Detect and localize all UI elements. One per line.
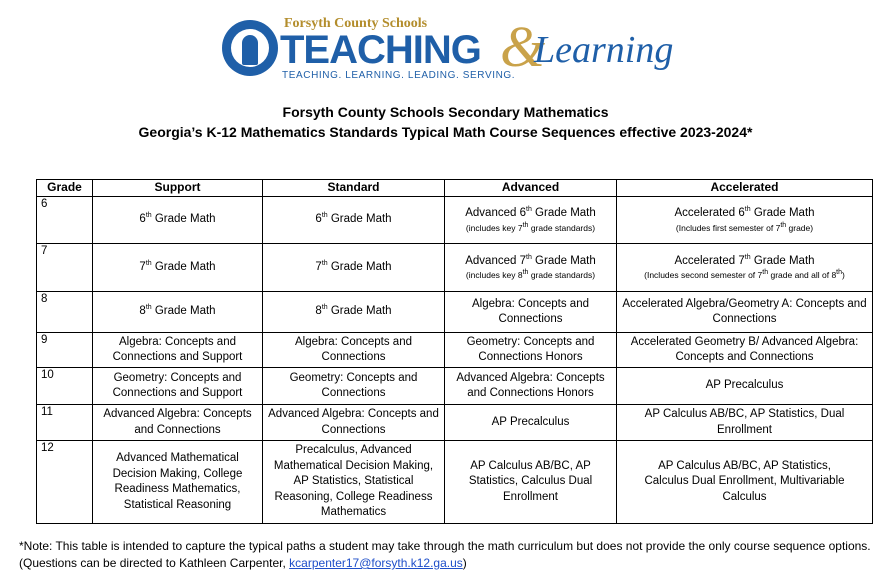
table-row	[37, 368, 873, 405]
logo-teaching-word: TEACHING	[280, 28, 481, 72]
advanced-cell: Geometry: Concepts and Connections Honors	[445, 333, 617, 368]
accelerated-cell: Accelerated Algebra/Geometry A: Concepts and Connections	[617, 292, 873, 333]
logo-tagline: TEACHING. LEARNING. LEADING. SERVING.	[282, 70, 516, 81]
table-row	[37, 333, 873, 368]
header-advanced: Advanced	[445, 180, 617, 197]
support-cell	[93, 197, 263, 244]
grade-cell: 9	[37, 333, 93, 368]
cell-note: (includes key 7th grade standards)	[465, 221, 596, 233]
grade-cell: 10	[37, 368, 93, 405]
accelerated-cell	[617, 244, 873, 292]
teaching-learning-logo	[222, 14, 682, 84]
table-row	[37, 197, 873, 244]
footnote-close: )	[462, 556, 467, 570]
table-row	[37, 244, 873, 292]
standard-cell: Advanced Algebra: Concepts and Connections	[263, 405, 445, 441]
cell-text: Advanced 7th Grade Math	[465, 253, 596, 267]
advanced-cell	[445, 244, 617, 292]
footnote	[19, 538, 879, 572]
header-accelerated: Accelerated	[617, 180, 873, 197]
cell-text: 7th Grade Math	[315, 259, 392, 273]
standard-cell	[263, 244, 445, 292]
accelerated-cell: Accelerated Geometry B/ Advanced Algebra: Concepts and Connections	[617, 333, 873, 368]
contact-email-link[interactable]: kcarpenter17@forsyth.k12.ga.us	[289, 556, 463, 570]
cell-text: 8th Grade Math	[315, 304, 392, 318]
table-row	[37, 441, 873, 524]
accelerated-cell	[617, 197, 873, 244]
document-title: Forsyth County Schools Secondary Mathematics	[282, 104, 609, 120]
header-support: Support	[93, 180, 263, 197]
standard-cell: Algebra: Concepts and Connections	[263, 333, 445, 368]
table-row	[37, 405, 873, 441]
cell-text: Accelerated 7th Grade Math	[674, 253, 815, 267]
cell-text: 8th Grade Math	[139, 304, 216, 318]
standard-cell	[263, 292, 445, 333]
support-cell: Algebra: Concepts and Connections and Support	[93, 333, 263, 368]
grade-cell: 6	[37, 197, 93, 244]
support-cell	[93, 244, 263, 292]
accelerated-cell: AP Calculus AB/BC, AP Statistics, Dual Enrollment	[617, 405, 873, 441]
logo-learning-word: Learning	[534, 29, 674, 71]
support-cell: Geometry: Concepts and Connections and Support	[93, 368, 263, 405]
table-header-row	[37, 180, 873, 197]
table-row	[37, 292, 873, 333]
cell-note: (Includes second semester of 7th grade and all of 8th)	[644, 269, 845, 281]
support-cell: Advanced Algebra: Concepts and Connections	[93, 405, 263, 441]
advanced-cell: Advanced Algebra: Concepts and Connections Honors	[445, 368, 617, 405]
cell-text: 6th Grade Math	[139, 212, 216, 226]
cell-text: Accelerated 6th Grade Math	[674, 206, 815, 220]
document-subtitle: Georgia’s K-12 Mathematics Standards Typical Math Course Sequences effective 2023-2024*	[138, 124, 753, 140]
accelerated-cell: AP Precalculus	[617, 368, 873, 405]
advanced-cell	[445, 197, 617, 244]
cell-text: 6th Grade Math	[315, 212, 392, 226]
standard-cell: Precalculus, Advanced Mathematical Decision Making, AP Statistics, Statistical Reasoning, College Readiness Mathematics	[263, 441, 445, 524]
support-cell	[93, 292, 263, 333]
cell-note: (Includes first semester of 7th grade)	[675, 221, 814, 233]
advanced-cell: AP Precalculus	[445, 405, 617, 441]
header-standard: Standard	[263, 180, 445, 197]
globe-graduate-icon	[222, 20, 278, 76]
grade-cell: 8	[37, 292, 93, 333]
standard-cell	[263, 197, 445, 244]
logo-ampersand: &	[500, 14, 546, 79]
header-grade: Grade	[37, 180, 93, 197]
advanced-cell: Algebra: Concepts and Connections	[445, 292, 617, 333]
cell-text: 7th Grade Math	[139, 259, 216, 273]
logo-org-name: Forsyth County Schools	[284, 16, 428, 31]
standard-cell: Geometry: Concepts and Connections	[263, 368, 445, 405]
support-cell: Advanced Mathematical Decision Making, College Readiness Mathematics, Statistical Reasoning	[93, 441, 263, 524]
cell-text: Advanced 6th Grade Math	[465, 206, 596, 220]
cell-note: (includes key 8th grade standards)	[465, 269, 596, 281]
grade-cell: 11	[37, 405, 93, 441]
course-sequence-table	[36, 179, 873, 524]
accelerated-cell: AP Calculus AB/BC, AP Statistics, Calculus Dual Enrollment, Multivariable Calculus	[617, 441, 873, 524]
footnote-text: *Note: This table is intended to capture the typical paths a student may take through the math curriculum but does not provide the only course sequence options. (Questions can be directed to Kathleen Carpenter,	[19, 539, 871, 570]
grade-cell: 12	[37, 441, 93, 524]
grade-cell: 7	[37, 244, 93, 292]
advanced-cell: AP Calculus AB/BC, AP Statistics, Calculus Dual Enrollment	[445, 441, 617, 524]
